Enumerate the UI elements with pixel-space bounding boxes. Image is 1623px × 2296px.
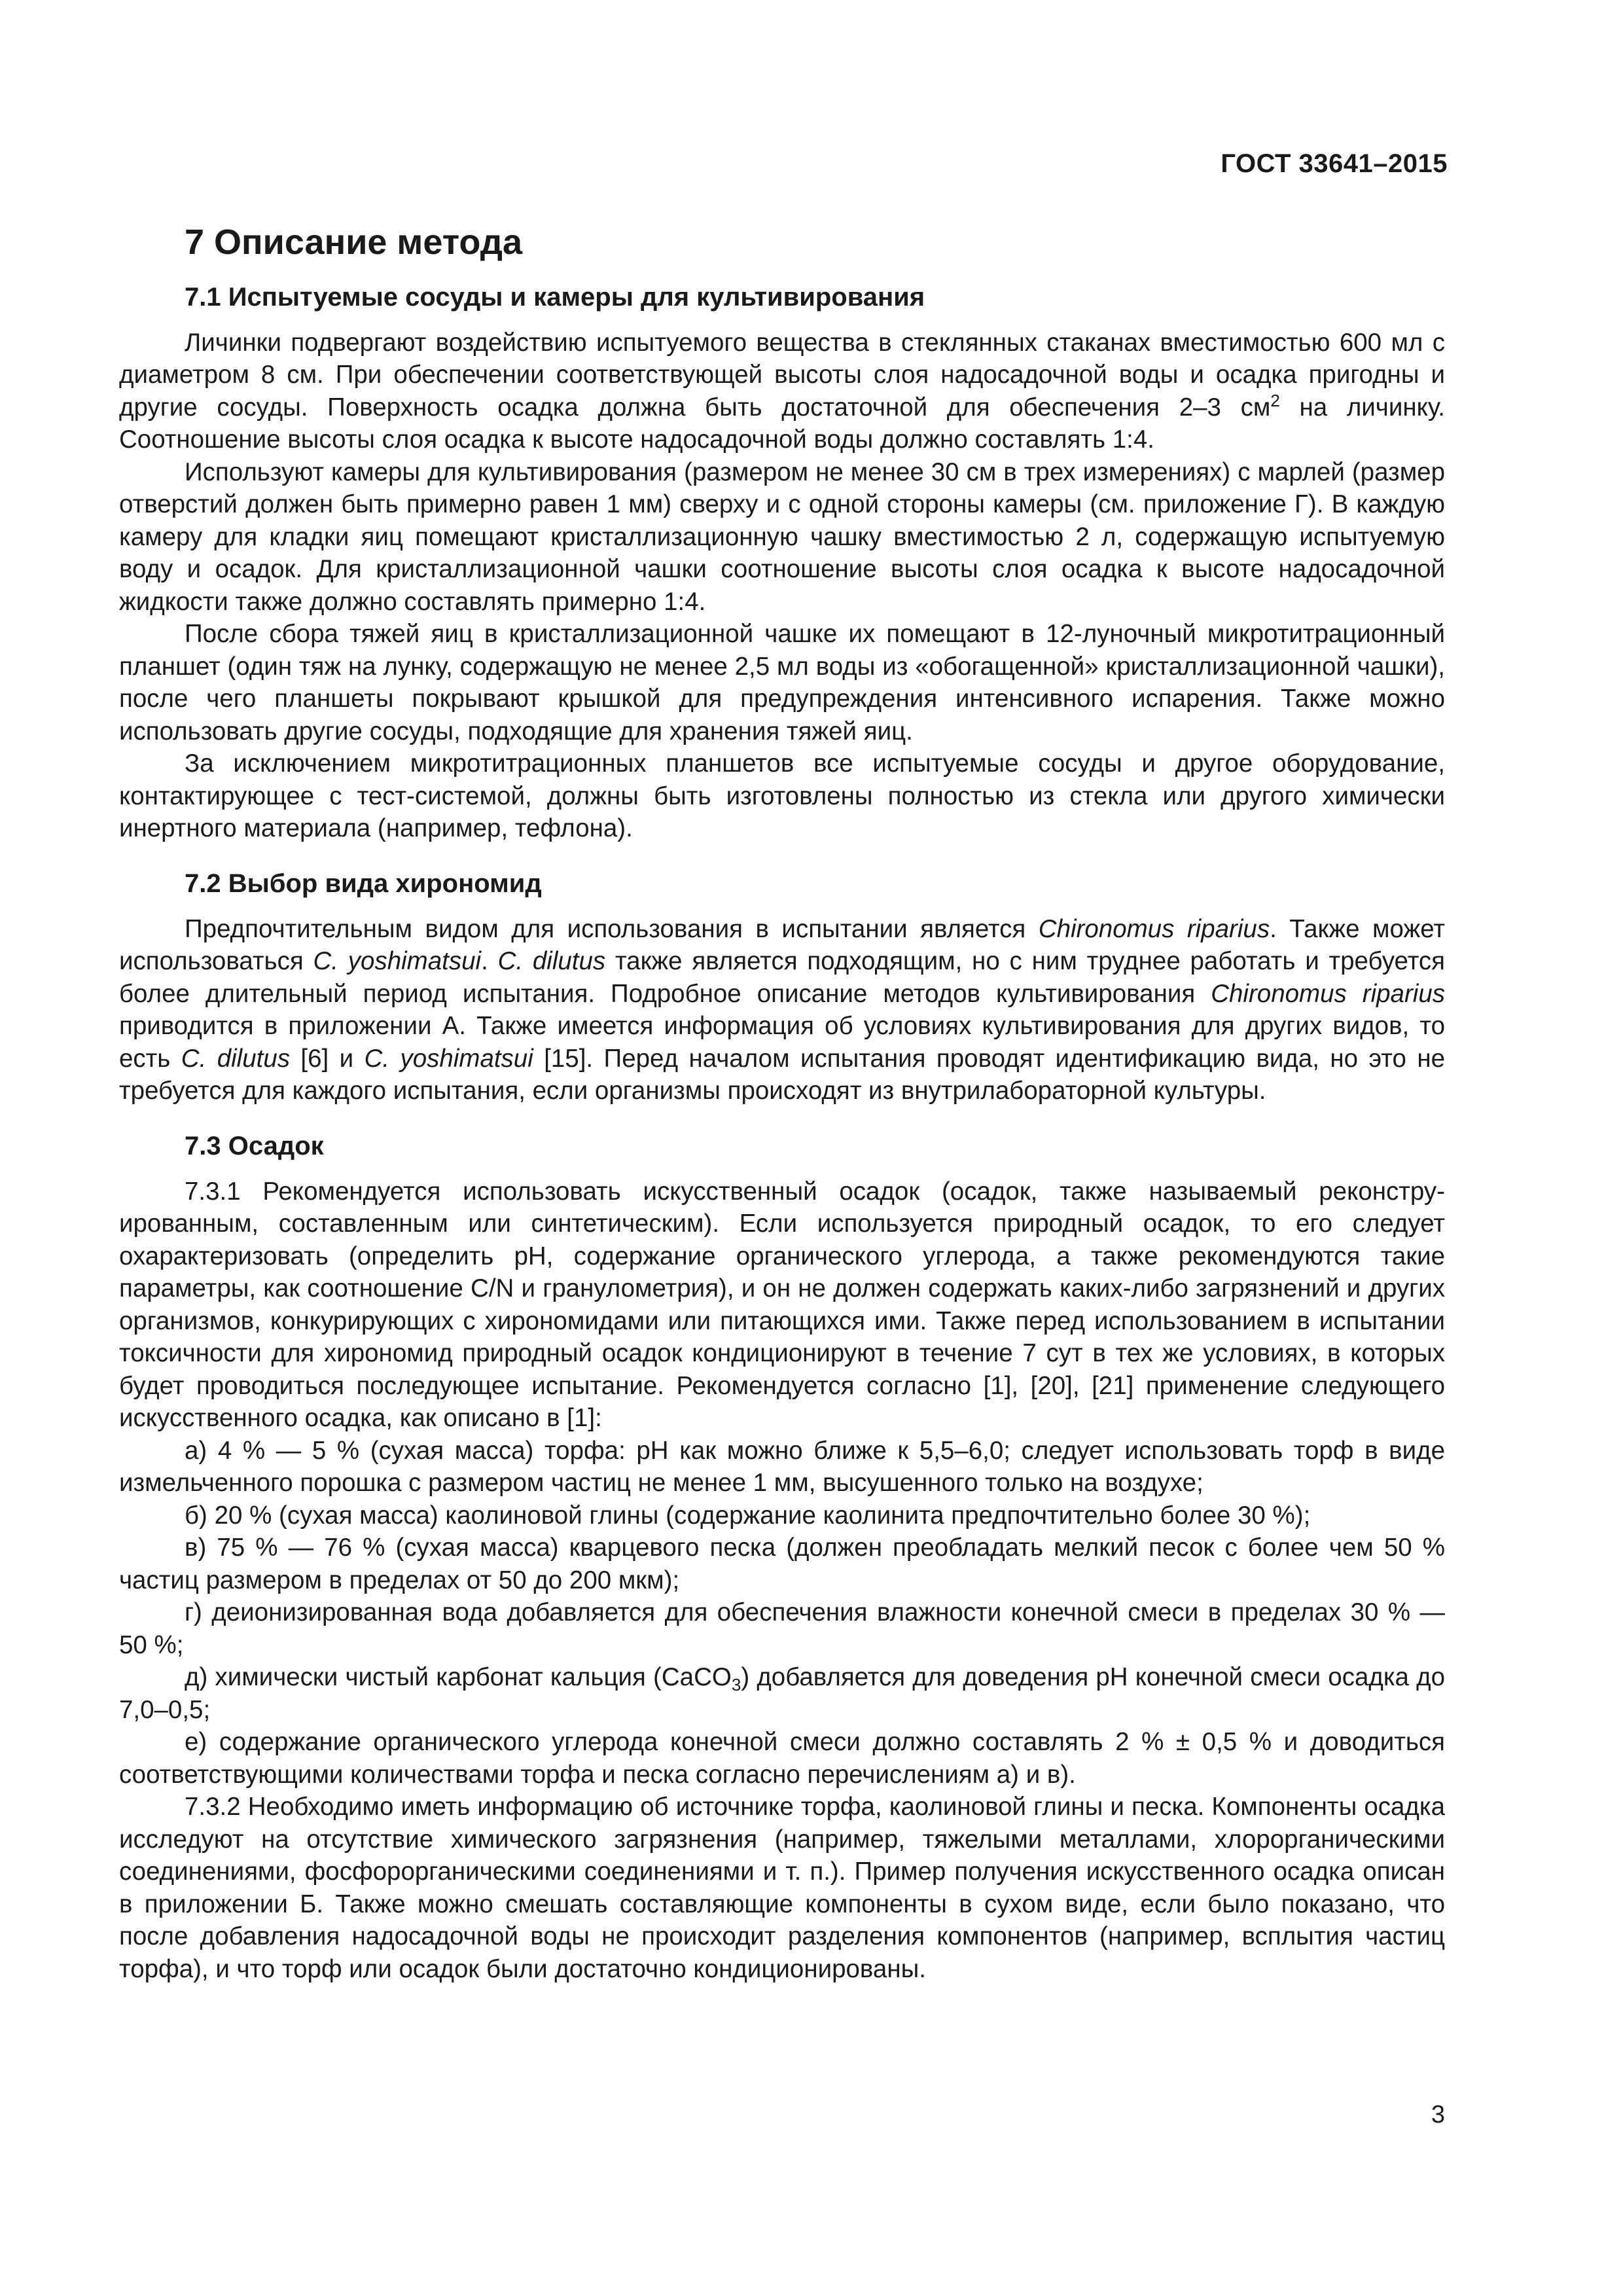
text-run: Личинки подвергают воздействию испытуемого вещества в стеклянных стаканах вместимостью 600 мл с диаметром 8 см. При обеспечении соответствующей высоты слоя надосадочной воды и осадка пригодны и другие сосуды. Поверхность осадка должна быть достаточной для обеспечения 2–3 см <box>119 328 1445 422</box>
paragraph-7-3-2: 7.3.2 Необходимо иметь информацию об источнике торфа, каолиновой глины и песка. Компоненты осадка исследуют на отсутствие химического загрязнения (например, тяжелыми металлами, хлорорганическими соединениями, фосфорорганическими соединениями и т. п.). Пример получения искусственного осадка описан в приложении Б. Также можно смешать составляющие компоненты в сухом виде, если было показано, что после добавления надосадочной воды не происходит разделения компонентов (например, всплытия частиц торфа), и что торф или осадок были достаточно кондиционированы. <box>119 1793 1445 1983</box>
text-run: на личинку. Соотношение высоты слоя осадка к высоте надосадочной воды должно составлять 1:4. <box>119 393 1445 454</box>
text-run: ) добавляется для доведения pH конечной смеси осадка до 7,0–0,5; <box>119 1663 1445 1724</box>
page-number: 3 <box>1431 2101 1445 2128</box>
text-run: [15]. Перед началом испытания проводят идентификацию вида, но это не требуется для каждого испытания, если организмы происходят из внутрилабораторной культуры. <box>119 1044 1445 1105</box>
list-item-g: г) деионизированная вода добавляется для обеспечения влажности конечной смеси в пределах 30 % — 50 %; <box>119 1598 1445 1659</box>
list-item-e: е) содержание органического углерода конечной смеси должно составлять 2 % ± 0,5 % и доводиться соответствующими количествами торфа и песка согласно перечислениям а) и в). <box>119 1728 1445 1789</box>
paragraph-7-1-materials: За исключением микротитрационных планшетов все испытуемые сосуды и другое оборудование, контактирующее с тест-системой, должны быть изготовлены полностью из стекла или другого химически инертного материала (например, тефлона). <box>119 749 1445 843</box>
page-content <box>119 221 1445 1985</box>
species-name: C. dilutus <box>181 1044 290 1073</box>
subscript: 3 <box>731 1675 741 1695</box>
species-name: Chironomus riparius <box>1211 979 1445 1008</box>
text-run: д) химически чистый карбонат кальция (CaCO <box>185 1663 732 1692</box>
text-run: Предпочтительным видом для использования в испытании является <box>185 914 1039 943</box>
text-run: [6] и <box>290 1044 365 1073</box>
list-item-b: б) 20 % (сухая масса) каолиновой глины (содержание каолинита предпочтительно более 30 %); <box>185 1501 1311 1530</box>
text-run: . <box>481 947 498 976</box>
subsection-title-7-1: 7.1 Испытуемые сосуды и камеры для культивирования <box>185 282 925 312</box>
species-name: C. dilutus <box>497 947 606 976</box>
document-code-header: ГОСТ 33641–2015 <box>1221 149 1448 178</box>
text-run: приводится в приложении А. Также имеется информация об условиях культивирования для других видов, то есть <box>119 1012 1445 1073</box>
list-item-v: в) 75 % — 76 % (сухая масса) кварцевого песка (должен преобладать мелкий песок с более чем 50 % частиц размером в пределах от 50 до 200 мкм); <box>119 1534 1445 1594</box>
subsection-title-7-3: 7.3 Осадок <box>185 1131 324 1160</box>
section-title: 7 Описание метода <box>185 223 523 262</box>
paragraph-7-1-chambers: Используют камеры для культивирования (размером не менее 30 см в трех измерениях) с марлей (размер отверстий должен быть примерно равен 1 мм) сверху и с одной стороны камеры (см. приложение Г). В каждую камеру для кладки яиц помещают кристаллизационную чашку вместимостью 2 л, содержащую испытуемую воду и осадок. Для кристаллизационной чашки соотношение высоты слоя осадка к высоте надосадочной жидкости также должно составлять примерно 1:4. <box>119 457 1445 616</box>
paragraph-7-1-egg-masses: После сбора тяжей яиц в кристаллизационной чашке их помещают в 12-луночный микротитрационный планшет (один тяж на лунку, содержащую не менее 2,5 мл воды из «обогащенной» кристаллизационной чашки), после чего планшеты покрывают крышкой для предупреждения интенсивного испарения. Также можно использовать другие сосуды, подходящие для хранения тяжей яиц. <box>119 620 1445 745</box>
paragraph-7-1-vessels <box>119 327 1445 456</box>
paragraph-7-2-species <box>119 913 1445 1107</box>
list-item-a: а) 4 % — 5 % (сухая масса) торфа: pH как можно ближе к 5,5–6,0; следует использовать торф в виде измельченного порошка с размером частиц не менее 1 мм, высушенного только на воздухе; <box>119 1436 1445 1498</box>
species-name: C. yoshimatsui <box>364 1044 533 1073</box>
species-name: C. yoshimatsui <box>313 947 482 976</box>
text-run: также является подходящим, но с ним труднее работать и требуется более длительный период испытания. Подробное описание методов культивирования <box>119 947 1445 1008</box>
superscript: 2 <box>1270 390 1280 410</box>
text-run: . Также может использоваться <box>119 914 1445 976</box>
list-item-d <box>119 1661 1445 1726</box>
subsection-title-7-2: 7.2 Выбор вида хирономид <box>185 869 542 898</box>
paragraph-7-3-1: 7.3.1 Рекомендуется использовать искусственный осадок (осадок, также называемый реконструированным, составленным или синтетическим). Если используется природный осадок, то его следует охарактеризовать (определить pH, содержание органического углерода, а также рекомендуются такие параметры, как соотношение C/N и гранулометрия), и он не должен содержать каких-либо загрязнений и других организмов, конкурирующих с хирономидами или питающихся ими. Также перед использованием в испытании токсичности для хирономид природный осадок кондиционируют в течение 7 сут в тех же условиях, в которых будет проводиться последующее испытание. Рекомендуется согласно [1], [20], [21] применение следующего искусственного осадка, как описано в [1]: <box>119 1177 1445 1433</box>
species-name: Chironomus riparius <box>1038 914 1270 943</box>
